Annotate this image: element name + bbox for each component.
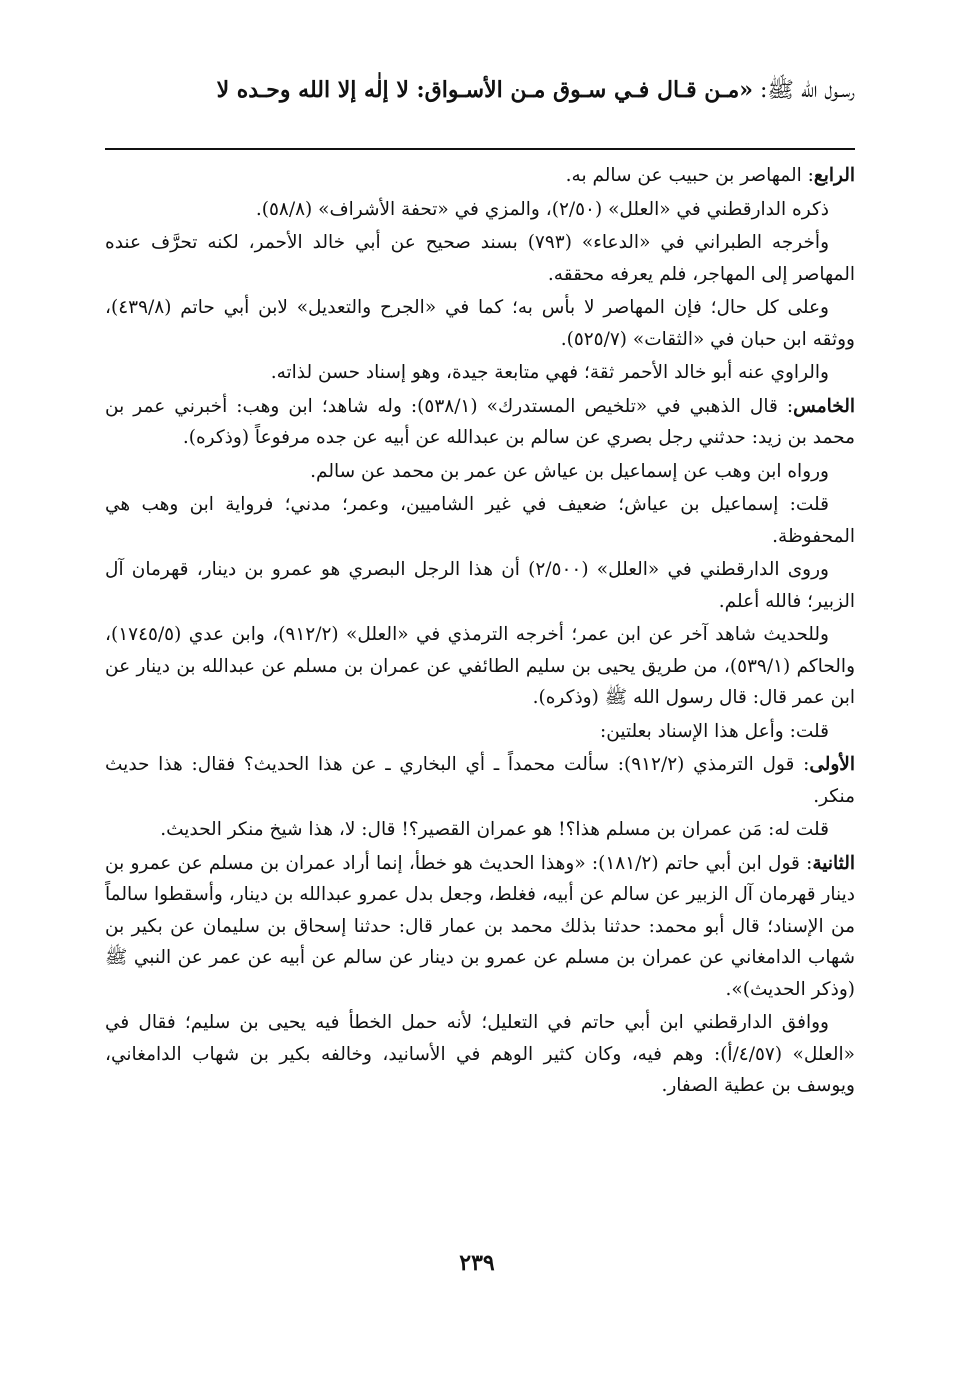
paragraph-text: ذكره الدارقطني في «العلل» (٢/٥٠)، والمزي في «تحفة الأشراف» (٥٨/٨). — [255, 198, 829, 220]
paragraph — [105, 749, 855, 812]
paragraph — [105, 814, 855, 846]
paragraph-text: ووافق الدارقطني ابن أبي حاتم في التعليل؛ لأنه حمل الخطأ فيه يحيى بن سليم؛ فقال في «العلل» (٤/٥٧/أ): وهم فيه، وكان كثير الوهم في الأسانيد، وخالفه بكير بن شهاب الدامغاني، ويوسف بن عطية الصفار. — [105, 1012, 855, 1096]
paragraph-text: وأخرجه الطبراني في «الدعاء» (٧٩٣) بسند صحيح عن أبي خالد الأحمر، لكنه تحرَّف عنده المهاصر إلى المهاجر، فلم يعرفه محققه. — [105, 232, 855, 285]
paragraph-text: قلت: إسماعيل بن عياش؛ ضعيف في غير الشاميين، وعمر؛ مدني؛ فرواية ابن وهب هي المحفوظة. — [105, 494, 855, 547]
running-header — [105, 70, 855, 110]
paragraph-text: ورواه ابن وهب عن إسماعيل بن عياش عن عمر بن محمد عن سالم. — [310, 460, 829, 482]
paragraph — [105, 391, 855, 454]
header-prefix: رسـول الله ﷺ: — [753, 78, 855, 103]
paragraph-text: وللحديث شاهد آخر عن ابن عمر؛ أخرجه الترمذي في «العلل» (٩١٢/٢)، وابن عدي (١٧٤٥/٥)، والحاكم (٥٣٩/١)، من طريق يحيى بن سليم الطائفي عن عمران بن مسلم عن عبدالله بن دينار عن ابن عمر قال: قال رسول الله ﷺ (وذكره). — [105, 624, 856, 708]
paragraph-text: : قول الترمذي (٩١٢/٢): سألت محمداً ـ أي البخاري ـ عن هذا الحديث؟ فقال: هذا حديث منكر. — [105, 754, 855, 807]
paragraph-lead: الأولى — [809, 754, 855, 775]
paragraph — [105, 716, 855, 748]
paragraph-text: : قال الذهبي في «تلخيص المستدرك» (٥٣٨/١): وله شاهد؛ ابن وهب: أخبرني عمر بن محمد بن زيد: حدثني رجل بصري عن سالم بن عبدالله عن أبيه عن جده مرفوعاً (وذكره). — [105, 395, 855, 448]
paragraph-text: قلت: وأعل هذا الإسناد بعلتين: — [600, 720, 829, 742]
header-rule — [105, 148, 855, 150]
paragraph-text: قلت له: مَن عمران بن مسلم هذا؟! هو عمران القصير؟! قال: لا، هذا شيخ منكر الحديث. — [160, 819, 829, 840]
paragraph-text: وعلى كل حال؛ فإن المهاصر لا بأس به؛ كما في «الجرح والتعديل» لابن أبي حاتم (٤٣٩/٨)، ووثقه ابن حبان في «الثقات» (٥٢٥/٧). — [105, 297, 855, 350]
paragraph-text: والراوي عنه أبو خالد الأحمر ثقة؛ فهي متابعة جيدة، وهو إسناد حسن لذاته. — [270, 362, 829, 383]
paragraph — [105, 456, 855, 488]
paragraph-lead: الخامس — [793, 395, 856, 417]
header-quote: «مـن قـال فـي سـوق مـن الأسـواق: لا إلٰه إلا الله وحـده لا — [216, 77, 753, 103]
paragraph-lead: الثانية — [812, 852, 855, 874]
page-number: ٢٣٩ — [459, 1250, 495, 1276]
paragraph-text: : قول ابن أبي حاتم (١٨١/٢): «وهذا الحديث هو خطأ، إنما أراد عمران بن مسلم عن عمرو بن دينار قهرمان آل الزبير عن سالم عن أبيه، فغلط، وجعل بدل عمرو عبدالله بن دينار، وأسقطوا سالماً من الإسناد؛ قال أبو محمد: حدثنا بذلك محمد بن عمار قال: حدثنا إسحاق بن سليمان عن بكير بن شهاب الدامغاني عن عمران بن مسلم عن عمرو بن دينار عن سالم عن أبيه عن عمر عن النبي ﷺ (وذكر الحديث)». — [105, 852, 855, 1000]
paragraph — [105, 357, 855, 389]
paragraph — [105, 489, 855, 552]
document-page — [105, 70, 855, 1310]
paragraph-text: : المهاصر بن حبيب عن سالم به. — [565, 165, 814, 186]
paragraph-lead: الرابع — [813, 165, 855, 186]
paragraph — [105, 160, 855, 192]
paragraph-text: وروى الدارقطني في «العلل» (٢/٥٠٠) أن هذا الرجل البصري هو عمرو بن دينار، قهرمان آل الزبير؛ فالله أعلم. — [105, 559, 855, 612]
paragraph — [105, 227, 855, 290]
paragraph — [105, 292, 855, 355]
paragraph — [105, 194, 855, 226]
body-text — [105, 160, 855, 1102]
paragraph — [105, 1007, 855, 1102]
paragraph — [105, 848, 855, 1006]
paragraph — [105, 554, 855, 617]
paragraph — [105, 619, 855, 714]
